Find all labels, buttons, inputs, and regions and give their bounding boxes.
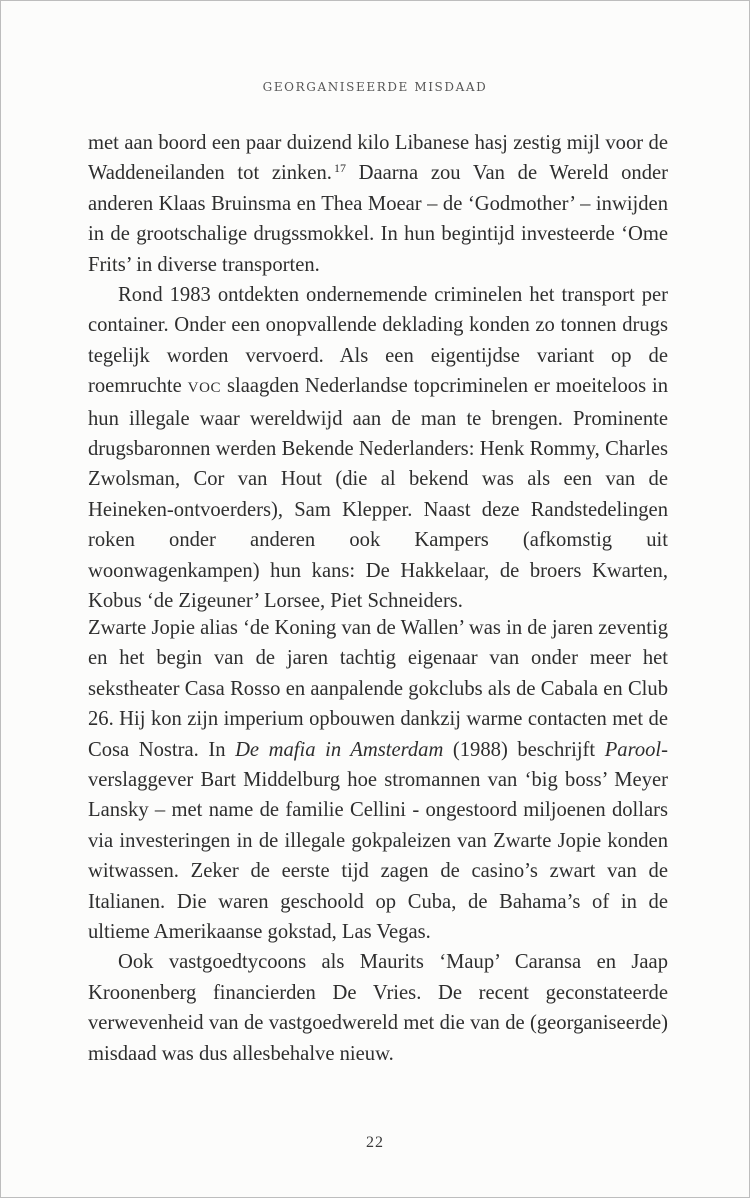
text-span: (1988) beschrijft [443, 738, 605, 761]
page-number: 22 [366, 1134, 384, 1151]
text-span: Zwarte Jopie alias ‘de Koning van de Wallen’ was in de jaren zeventig en het begin van de jaren tachtig eigenaar van onder meer het sekstheater Casa Rosso en aanpalende gokclubs als de Cabala en Club 26. Hij kon zijn imperium opbouwen dankzij warme contacten met de Cosa Nostra. In [88, 617, 668, 761]
newspaper-title: Parool [604, 738, 662, 761]
text-span: Rond 1983 ontdekten ondernemende criminelen het transport per container. Onder een onopvallende deklading konden zo tonnen drugs tegelijk worden vervoerd. Als een eigentijdse variant op de roemruchte [88, 284, 668, 398]
text-span: -verslaggever Bart Middelburg hoe stromannen van ‘big boss’ Meyer Lansky – met name de familie Cellini - ongestoord miljoenen dollars via investeringen in de illegale gokpaleizen van Zwarte Jopie konden witwassen. Zeker de eerste tijd zagen de casino’s zwart van de Italianen. Die waren geschoold op Cuba, de Bahama’s of in de ultieme Amerikaanse gokstad, Las Vegas. [88, 738, 668, 944]
paragraph: Ook vastgoedtycoons als Maurits ‘Maup’ Caransa en Jaap Kroonenberg financierden De Vries. De recent geconstateerde verwevenheid van de vastgoedwereld met die van de (georganiseerde) misdaad was dus allesbehalve nieuw. [88, 951, 668, 1065]
text-span: Daarna zou Van de Wereld onder anderen Klaas Bruinsma en Thea Moear – de ‘Godmother’ – inwijden in de grootschalige drugssmokkel. In hun begintijd investeerde ‘Ome Frits’ in diverse transporten. [88, 162, 668, 276]
text-block-2 [88, 613, 668, 1069]
text-span: met aan boord een paar duizend kilo Libanese hasj zestig mijl voor de Waddeneilanden tot zinken. [88, 132, 668, 185]
paragraph [88, 280, 668, 616]
text-span: slaagden Nederlandse topcriminelen er moeiteloos in hun illegale waar wereldwijd aan de man te brengen. Prominente drugsbaronnen werden Bekende Nederlanders: Henk Rommy, Charles Zwolsman, Cor van Hout (die al bekend was als een van de Heineken-ontvoerders), Sam Klepper. Naast deze Randstedelingen roken onder anderen ook Kampers (afkomstig uit woonwagenkampen) hun kans: De Hakkelaar, de broers Kwarten, Kobus ‘de Zigeuner’ Lorsee, Piet Schneiders. [88, 375, 668, 613]
paragraph [88, 128, 668, 280]
running-head: GEORGANISEERDE MISDAAD [262, 80, 488, 94]
paragraph [88, 613, 668, 947]
footnote-ref: 17 [333, 161, 346, 176]
book-title: De mafia in Amsterdam [235, 738, 444, 761]
text-block-1 [88, 128, 668, 617]
small-caps-text: VOC [187, 380, 222, 397]
